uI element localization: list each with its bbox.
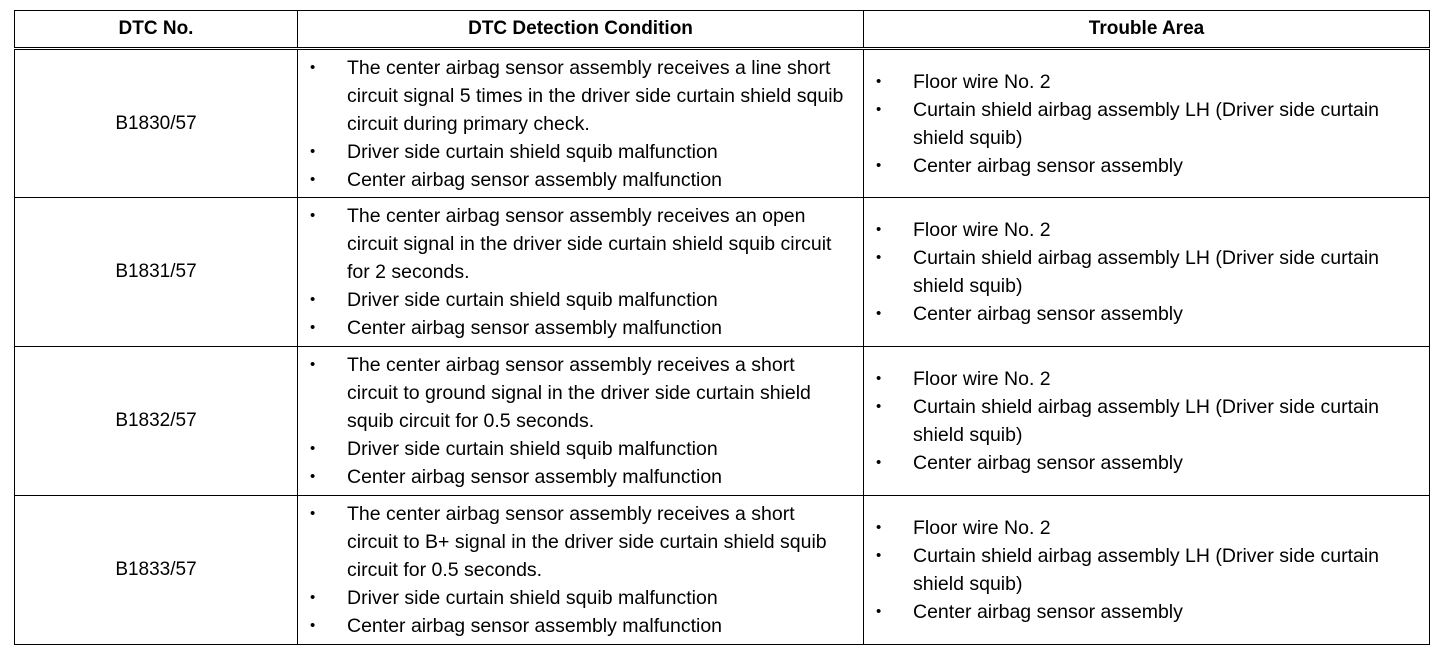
trouble-area-item: • Curtain shield airbag assembly LH (Driver side curtain shield squib) [864,393,1409,449]
trouble-area-cell [864,496,1430,645]
trouble-area-item: • Center airbag sensor assembly [864,598,1409,626]
trouble-area-item: • Curtain shield airbag assembly LH (Driver side curtain shield squib) [864,244,1409,300]
detection-condition-cell [298,198,864,347]
trouble-area-item: • Center airbag sensor assembly [864,152,1409,180]
dtc-code: B1833/57 [15,496,298,645]
condition-list [298,351,863,491]
dtc-code: B1832/57 [15,347,298,496]
table-row [15,496,1430,645]
dtc-code: B1831/57 [15,198,298,347]
header-row [15,11,1430,49]
trouble-area-cell [864,347,1430,496]
condition-list [298,500,863,640]
trouble-area-cell [864,198,1430,347]
condition-item: • The center airbag sensor assembly receives a line short circuit signal 5 times in the driver side curtain shield squib circuit during primary check. [298,54,849,138]
table-row [15,49,1430,198]
condition-list [298,202,863,342]
condition-list [298,54,863,194]
condition-item: • Driver side curtain shield squib malfunction [298,286,849,314]
trouble-area-item: • Center airbag sensor assembly [864,449,1409,477]
trouble-area-cell [864,49,1430,198]
table-row [15,347,1430,496]
header-dtc-no: DTC No. [15,11,298,49]
condition-item: • Driver side curtain shield squib malfunction [298,435,849,463]
trouble-area-item: • Floor wire No. 2 [864,365,1409,393]
condition-item: • The center airbag sensor assembly receives a short circuit to ground signal in the driver side curtain shield squib circuit for 0.5 seconds. [298,351,849,435]
trouble-area-list [864,365,1429,477]
detection-condition-cell [298,347,864,496]
trouble-area-item: • Floor wire No. 2 [864,514,1409,542]
trouble-area-list [864,68,1429,180]
detection-condition-cell [298,49,864,198]
trouble-area-list [864,216,1429,328]
table-row [15,198,1430,347]
condition-item: • Driver side curtain shield squib malfunction [298,138,849,166]
trouble-area-item: • Floor wire No. 2 [864,68,1409,96]
condition-item: • The center airbag sensor assembly receives an open circuit signal in the driver side curtain shield squib circuit for 2 seconds. [298,202,849,286]
trouble-area-item: • Curtain shield airbag assembly LH (Driver side curtain shield squib) [864,542,1409,598]
condition-item: • Center airbag sensor assembly malfunction [298,463,849,491]
condition-item: • Center airbag sensor assembly malfunction [298,612,849,640]
detection-condition-cell [298,496,864,645]
trouble-area-item: • Center airbag sensor assembly [864,300,1409,328]
trouble-area-item: • Floor wire No. 2 [864,216,1409,244]
dtc-code: B1830/57 [15,49,298,198]
condition-item: • The center airbag sensor assembly receives a short circuit to B+ signal in the driver side curtain shield squib circuit for 0.5 seconds. [298,500,849,584]
header-trouble-area: Trouble Area [864,11,1430,49]
trouble-area-item: • Curtain shield airbag assembly LH (Driver side curtain shield squib) [864,96,1409,152]
condition-item: • Center airbag sensor assembly malfunction [298,166,849,194]
trouble-area-list [864,514,1429,626]
header-detection-condition: DTC Detection Condition [298,11,864,49]
condition-item: • Driver side curtain shield squib malfunction [298,584,849,612]
dtc-table [14,10,1430,645]
condition-item: • Center airbag sensor assembly malfunction [298,314,849,342]
